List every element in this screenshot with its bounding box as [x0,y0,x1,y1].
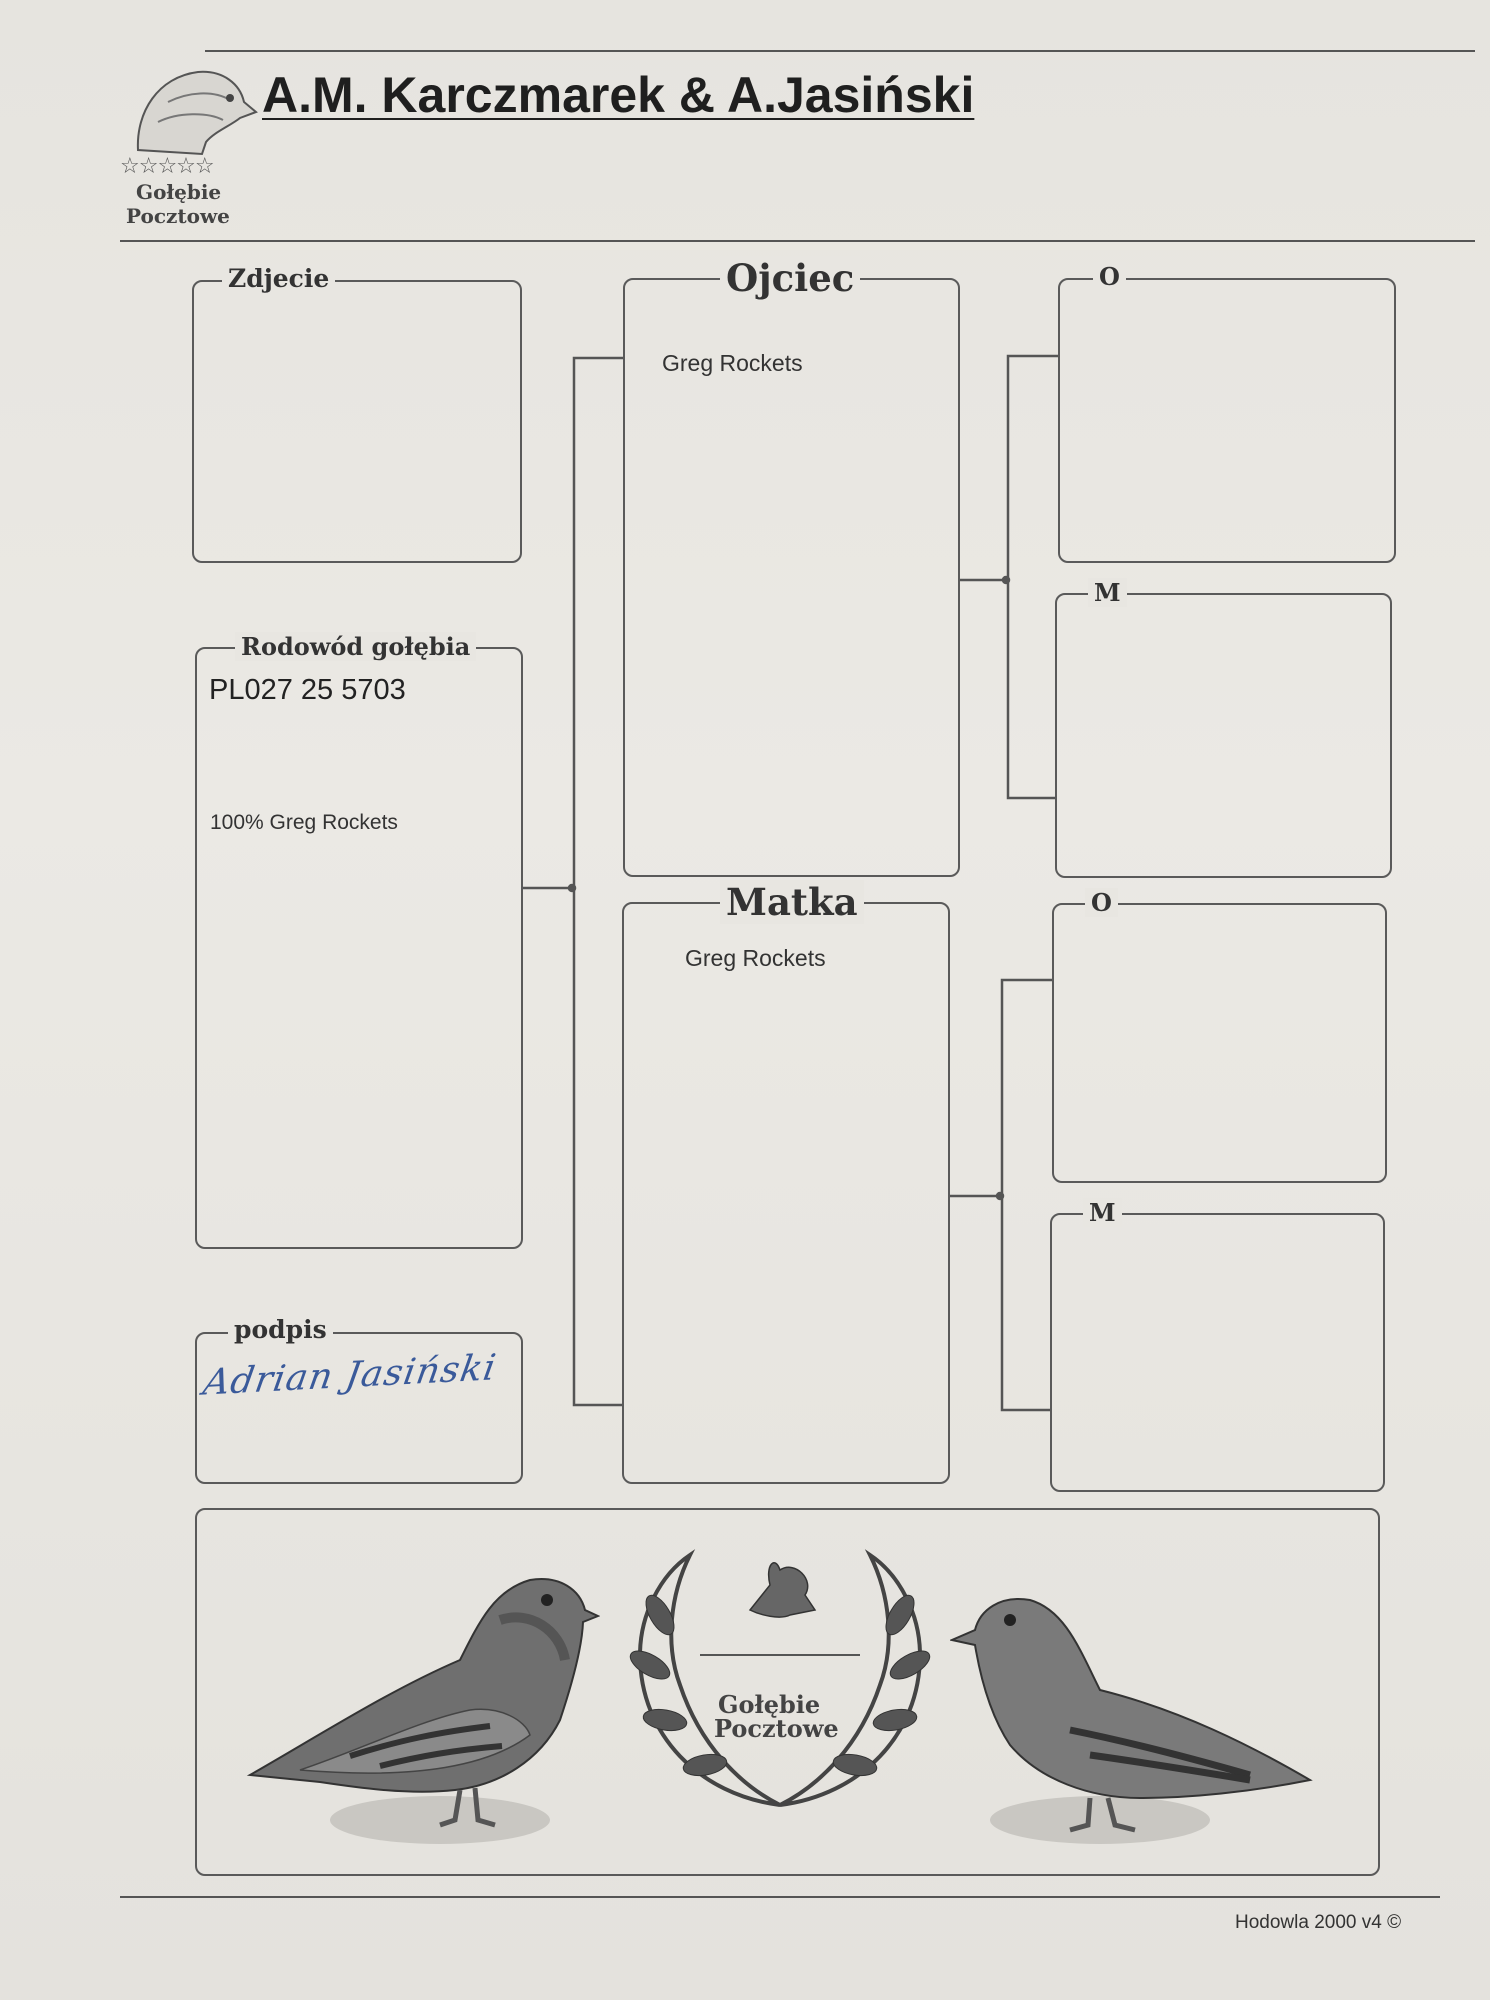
mother-mother-label: M [1083,1198,1122,1227]
page-title: A.M. Karczmarek & A.Jasiński [262,67,975,123]
pedigree-note: 100% Greg Rockets [210,811,398,834]
photo-label: Zdjecie [222,264,335,293]
mother-label: Matka [720,880,864,924]
footer-version: Hodowla 2000 v4 © [1235,1912,1402,1933]
signature-handwriting: Adrian Jasiński [200,1347,500,1404]
father-text: Greg Rockets [662,350,803,376]
mother-text: Greg Rockets [685,945,826,971]
pedigree-label: Rodowód gołębia [235,632,476,661]
logo-text-line1: Gołębie [136,180,222,204]
right-pigeon-icon [950,1530,1320,1850]
footer-rule [120,1896,1440,1898]
father-label: Ojciec [720,256,860,300]
mother-father-label: O [1085,888,1118,917]
ring-number: PL027 25 5703 [209,674,406,706]
left-pigeon-icon [240,1520,600,1850]
emblem-text-line1: Gołębie [718,1690,821,1719]
father-mother-label: M [1088,578,1127,607]
logo-stars: ☆☆☆☆☆ [120,154,214,179]
logo-text-line2: Pocztowe [126,204,230,228]
emblem-text-line2: Pocztowe [714,1714,839,1743]
laurel-emblem-icon [620,1535,940,1825]
signature-label: podpis [228,1315,333,1344]
father-father-label: O [1093,262,1126,291]
